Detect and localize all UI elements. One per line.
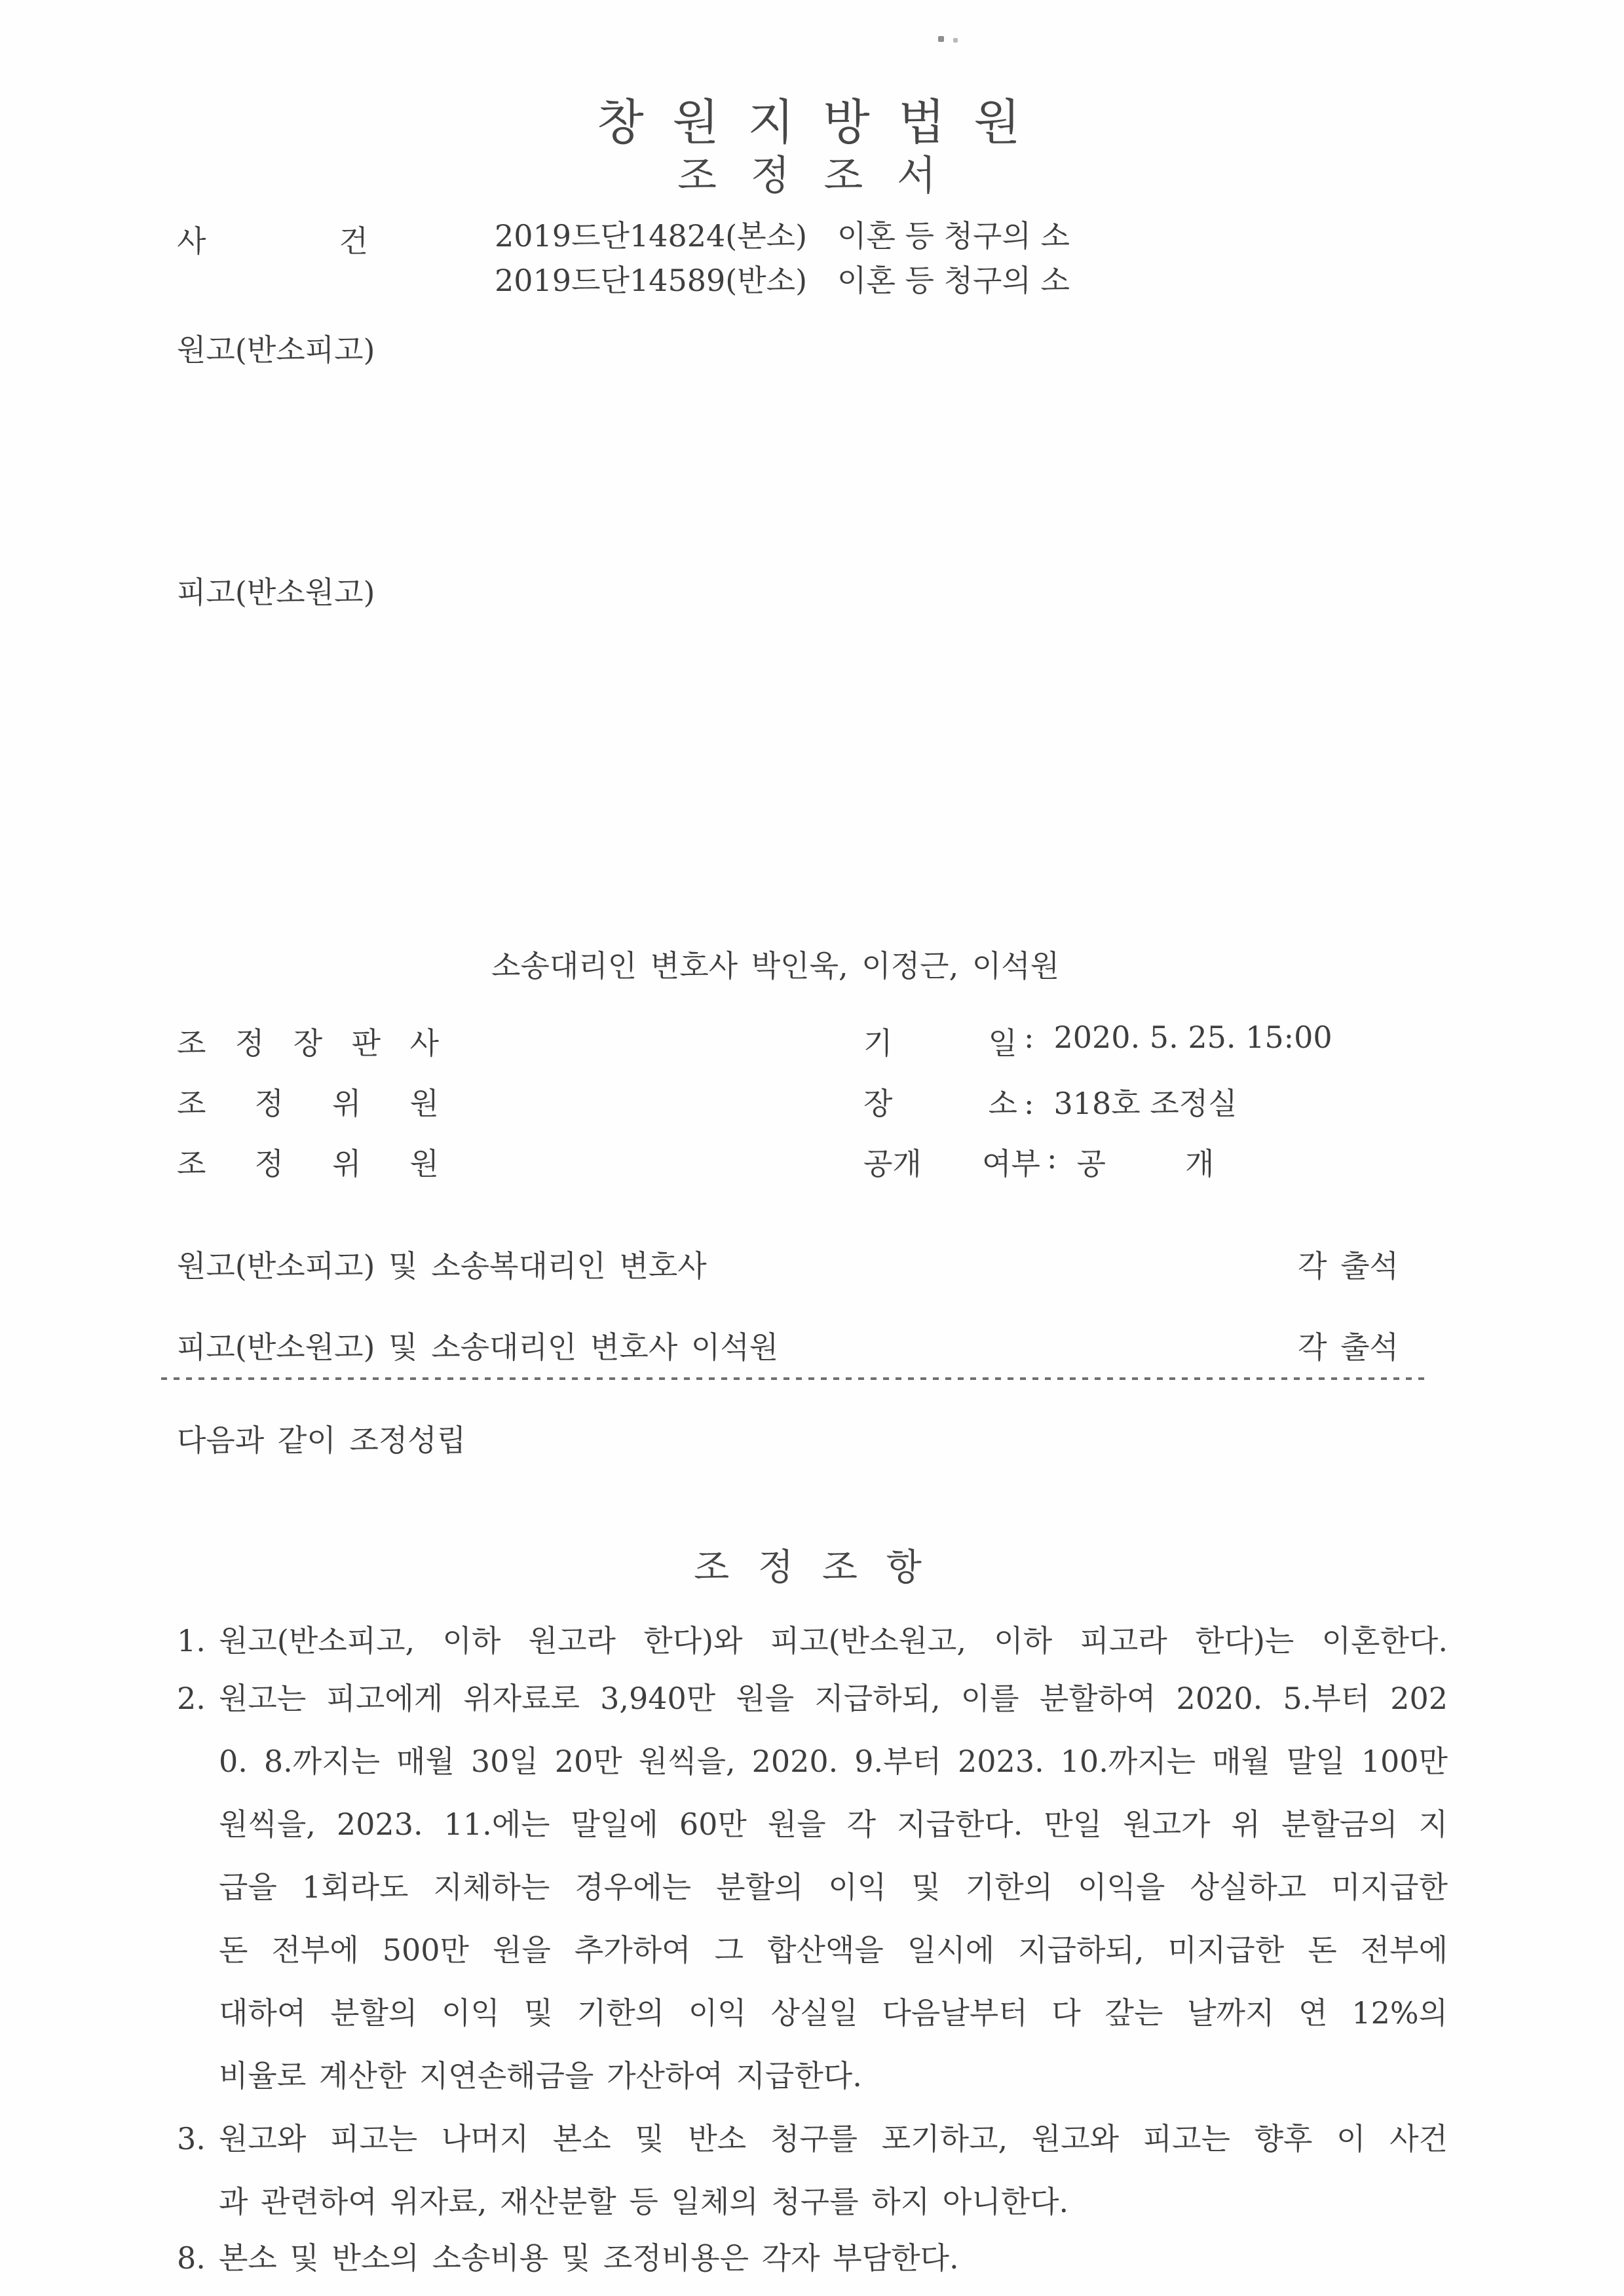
date-group [863,1020,1332,1063]
case-label: 사 건 [177,223,368,259]
case-number-line: 2019드단14589(반소) 이혼 등 청구의 소 [495,263,1070,298]
scan-speck [938,36,944,42]
presiding-judge-label: 조 정 장 판 사 [177,1025,439,1061]
commissioner-label: 조 정 위 원 [177,1086,439,1121]
clause-line: 원고는 피고에게 위자료로 3,940만 원을 지급하되, 이를 분할하여 2020. 5.부터 202 [219,1681,1448,1716]
clause-line: 원씩을, 2023. 11.에는 말일에 60만 원을 각 지급한다. 만일 원고가 위 분할금의 지 [219,1807,1448,1842]
attendance-row [177,1242,1399,1286]
scan-speck [953,38,958,43]
attendance-row [177,1324,1399,1367]
clause-number: 8. [177,2240,206,2276]
clauses-heading: 조 정 조 항 [694,1546,930,1589]
case-number-line: 2019드단14824(본소) 이혼 등 청구의 소 [495,218,1070,254]
place-group [863,1080,1237,1123]
clause-line: 급을 1회라도 지체하는 경우에는 분할의 이익 및 기한의 이익을 상실하고 미지급한 [219,1869,1448,1905]
dotted-separator-line [161,1377,1428,1380]
clause-number: 1. [177,1623,206,1658]
defendant-label: 피고(반소원고) [177,575,375,610]
place-label: 장 소 [863,1086,1017,1121]
clause-line: 돈 전부에 500만 원을 추가하여 그 합산액을 일시에 지급하되, 미지급한 돈 전부에 [219,1932,1448,1968]
plaintiff-label: 원고(반소피고) [177,332,375,368]
clause-item [177,2107,1448,2233]
clause-line: 본소 및 반소의 소송비용 및 조정비용은 각자 부담한다. [219,2240,959,2276]
attendance-status: 각 출석 [1298,1248,1399,1284]
clause-line: 과 관련하여 위자료, 재산분할 등 일체의 청구를 하지 아니한다. [219,2184,1069,2219]
disclosure-value: 공 개 [1076,1146,1215,1181]
clause-line: 원고와 피고는 나머지 본소 및 반소 청구를 포기하고, 원고와 피고는 향후 이 사건 [219,2121,1448,2156]
document-title: 조 정 조 서 [677,151,947,199]
court-name: 창 원 지 방 법 원 [597,94,1027,151]
clause-number: 3. [177,2121,206,2156]
clause-number: 2. [177,1681,206,1716]
clause-item [177,2227,1448,2289]
disclosure-group [863,1140,1215,1183]
clause-line: 원고(반소피고, 이하 원고라 한다)와 피고(반소원고, 이하 피고라 한다)는 이혼한다. [219,1623,1448,1658]
clause-item [177,1609,1448,1672]
case-number-list [495,214,1070,303]
attendance-status: 각 출석 [1298,1330,1399,1365]
colon-separator: : [1024,1020,1034,1055]
attendance-text: 피고(반소원고) 및 소송대리인 변호사 이석원 [177,1330,779,1365]
colon-separator: : [1024,1086,1034,1121]
session-row-judge-date [177,1020,1448,1065]
clause-item [177,1667,1448,2107]
clause-line: 비율로 계산한 지연손해금을 가산하여 지급한다. [219,2058,862,2094]
date-value: 2020. 5. 25. 15:00 [1053,1020,1332,1055]
clause-line: 대하여 분할의 이익 및 기한의 이익 상실일 다음날부터 다 갚는 날까지 연 12%의 [219,1995,1448,2031]
attendance-text: 원고(반소피고) 및 소송복대리인 변호사 [177,1248,707,1284]
counsel-line: 소송대리인 변호사 박인욱, 이정근, 이석원 [491,948,1060,984]
session-row-commissioner-disclosure [177,1140,1448,1186]
settlement-note: 다음과 같이 조정성립 [177,1423,466,1458]
date-label: 기 일 [863,1025,1017,1061]
colon-separator: : [1047,1140,1057,1176]
clause-line: 0. 8.까지는 매월 30일 20만 원씩을, 2020. 9.부터 2023. 10.까지는 매월 말일 100만 [219,1744,1448,1779]
disclosure-label: 공개 여부 [863,1146,1040,1181]
session-row-commissioner-place [177,1080,1448,1126]
commissioner-label: 조 정 위 원 [177,1146,439,1181]
place-value: 318호 조정실 [1053,1086,1237,1121]
